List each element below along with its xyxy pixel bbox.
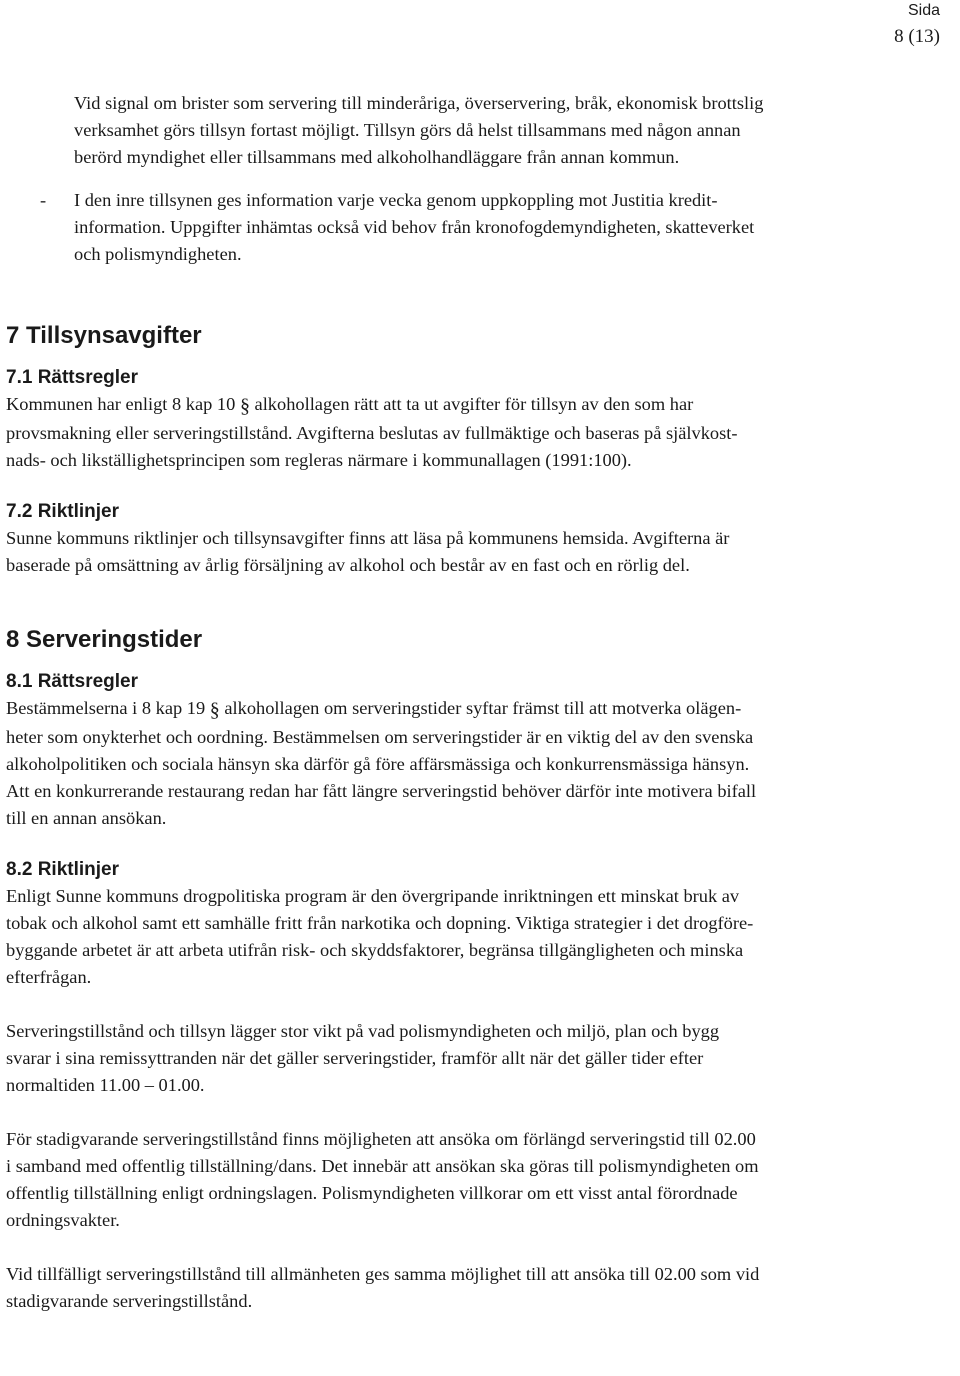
text-line: information. Uppgifter inhämtas också vid behov från kronofogdemyndigheten, skatteverket (74, 217, 755, 237)
text-line: ordningsvakter. (6, 1210, 120, 1230)
paragraph-8-2-c (6, 1126, 956, 1234)
page-number: 8 (13) (894, 26, 940, 47)
text-line: svarar i sina remissyttranden när det gäller serveringstider, framför allt när det gäller tider efter (6, 1048, 704, 1068)
text-line: För stadigvarande serveringstillstånd finns möjligheten att ansöka om förlängd serveringstid till 02.00 (6, 1129, 756, 1149)
bullet-dash: - (40, 190, 47, 210)
text-line: provsmakning eller serveringstillstånd. Avgifterna beslutas av fullmäktige och baseras på självkost- (6, 423, 738, 443)
text-line: baserade på omsättning av årlig försäljning av alkohol och består av en fast och en rörlig del. (6, 555, 690, 575)
text-line: och polismyndigheten. (74, 244, 242, 264)
section-heading-8: 8 Serveringstider (6, 626, 203, 653)
text-line: efterfrågan. (6, 967, 92, 987)
text-line: Vid tillfälligt serveringstillstånd till allmänheten ges samma möjlighet till att ansöka till 02.00 som vid (6, 1264, 760, 1284)
paragraph-8-2-d (6, 1261, 956, 1315)
text-line: berörd myndighet eller tillsammans med alkoholhandläggare från annan kommun. (74, 147, 680, 167)
text-line: byggande arbetet är att arbeta utifrån risk- och skyddsfaktorer, begränsa tillgängligheten och minska (6, 940, 744, 960)
text-line: Vid signal om brister som servering till minderåriga, överservering, bråk, ekonomisk brottslig (74, 93, 764, 113)
section-heading-7: 7 Tillsynsavgifter (6, 322, 202, 349)
document-body (6, 90, 956, 1315)
text-line: i samband med offentlig tillställning/dans. Det innebär att ansökan ska göras till polismyndigheten om (6, 1156, 759, 1176)
section-sign: § (209, 699, 220, 721)
text-line: Enligt Sunne kommuns drogpolitiska program är den övergripande inriktningen ett minskat bruk av (6, 886, 740, 906)
bullet-item (6, 187, 956, 268)
text-line: Kommunen har enligt 8 kap 10 (6, 394, 240, 414)
paragraph-8-2-a (6, 883, 956, 991)
paragraph-8-2-b (6, 1018, 956, 1099)
section-sign: § (239, 395, 250, 417)
text-line: verksamhet görs tillsyn fortast möjligt. Tillsyn görs då helst tillsammans med någon annan (74, 120, 741, 140)
text-line: stadigvarande serveringstillstånd. (6, 1291, 253, 1311)
intro-paragraph (6, 90, 956, 171)
text-line: Bestämmelserna i 8 kap 19 (6, 698, 210, 718)
subsection-heading-7-2: 7.2 Riktlinjer (6, 501, 119, 522)
text-line: alkohollagen rätt att ta ut avgifter för tillsyn av den som har (249, 394, 694, 414)
text-line: Serveringstillstånd och tillsyn lägger stor vikt på vad polismyndigheten och miljö, plan och bygg (6, 1021, 720, 1041)
subsection-heading-8-2: 8.2 Riktlinjer (6, 859, 119, 880)
text-line: nads- och likställighetsprincipen som regleras närmare i kommunallagen (1991:100). (6, 450, 632, 470)
paragraph-8-1 (6, 695, 956, 832)
text-line: I den inre tillsynen ges information varje vecka genom uppkoppling mot Justitia kredit- (74, 190, 718, 210)
subsection-heading-7-1: 7.1 Rättsregler (6, 367, 139, 388)
page-label: Sida (907, 2, 940, 19)
text-line: Att en konkurrerande restaurang redan har fått längre serveringstid behöver därför inte motivera bifall (6, 781, 757, 801)
paragraph-7-1 (6, 391, 956, 474)
paragraph-7-2 (6, 525, 956, 579)
text-line: alkohollagen om serveringstider syftar främst till att motverka olägen- (219, 698, 742, 718)
text-line: Sunne kommuns riktlinjer och tillsynsavgifter finns att läsa på kommunens hemsida. Avgifterna är (6, 528, 730, 548)
subsection-heading-8-1: 8.1 Rättsregler (6, 671, 139, 692)
text-line: normaltiden 11.00 – 01.00. (6, 1075, 205, 1095)
text-line: tobak och alkohol samt ett samhälle fritt från narkotika och dopning. Viktiga strategier i det drogföre- (6, 913, 754, 933)
text-line: offentlig tillställning enligt ordningslagen. Polismyndigheten villkorar om ett visst antal förordnade (6, 1183, 738, 1203)
text-line: alkoholpolitiken och sociala hänsyn ska därför gå före affärsmässiga och konkurrensmässiga hänsyn. (6, 754, 750, 774)
text-line: heter som onykterhet och oordning. Bestämmelsen om serveringstider är en viktig del av den svenska (6, 727, 754, 747)
text-line: till en annan ansökan. (6, 808, 167, 828)
page-header (894, 0, 940, 49)
